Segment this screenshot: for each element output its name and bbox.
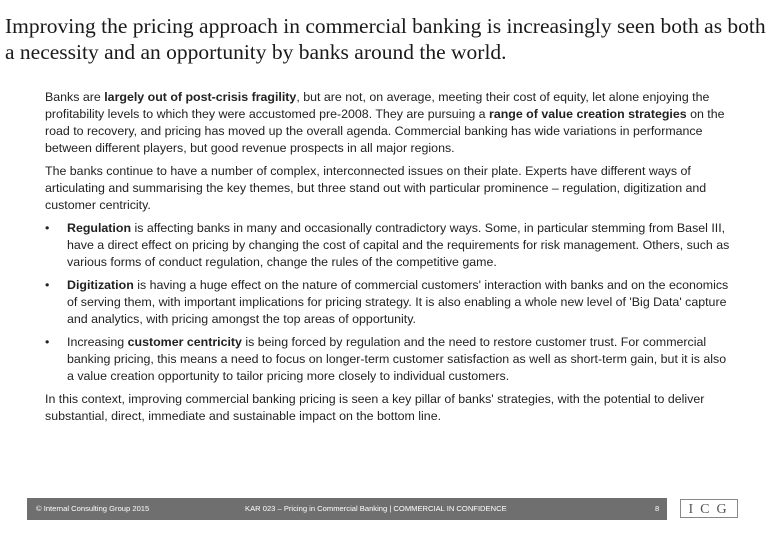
closing-paragraph (45, 391, 735, 425)
bullet-marker: • (45, 278, 50, 292)
body-text: is being forced by regulation and the need to restore customer trust. For commercial banking pricing, this means a need to focus on longer-term customer satisfaction as well as short-term gain, but it is also a value creation opportunity to tailor pricing more closely to individual customers. (67, 335, 727, 383)
body-text: In this context, improving commercial banking pricing is seen a key pillar of banks' strategies, with the potential to deliver substantial, direct, immediate and sustainable impact on the bottom line. (45, 392, 705, 423)
bullet-text (67, 335, 726, 383)
slide-footer (0, 498, 780, 522)
body-text: The banks continue to have a number of complex, interconnected issues on their plate. Experts have different ways of articulating and summarising the key themes, but three stand out with particular prominence – regulation, digitization and customer centricity. (45, 164, 707, 212)
body-text: is affecting banks in many and occasionally contradictory ways. Some, in particular stemming from Basel III, have a direct effect on pricing by changing the cost of capital and the requirements for risk management. Others, such as various forms of conduct regulation, change the rules of the competitive game. (67, 221, 730, 269)
emphasis-text: largely out of post-crisis fragility (104, 90, 297, 104)
slide-body (45, 89, 735, 431)
body-text: on the road to recovery, and pricing has moved up the overall agenda. Commercial banking has wide variations in performance between different players, but good revenue prospects in all major regions. (45, 107, 725, 155)
bullet-text (67, 278, 728, 326)
intro-paragraph (45, 89, 735, 157)
icg-logo: ICG (680, 499, 738, 518)
body-text: Increasing (67, 335, 128, 349)
emphasis-text: Regulation (67, 221, 132, 235)
theme-bullet-list (45, 220, 735, 385)
bullet-marker: • (45, 335, 50, 349)
bullet-regulation (45, 220, 735, 271)
emphasis-text: customer centricity (127, 335, 242, 349)
emphasis-text: Digitization (67, 278, 134, 292)
issues-paragraph (45, 163, 735, 214)
body-text: Banks are (45, 90, 105, 104)
body-text: , but are not, on average, meeting their cost of equity, let alone enjoying the profitability levels to which they were accustomed pre-2008. They are pursuing a (45, 90, 710, 121)
emphasis-text: range of value creation strategies (489, 107, 687, 121)
page-number: 8 (655, 504, 660, 513)
footer-copyright: © Internal Consulting Group 2015 (36, 504, 150, 513)
bullet-customer-centricity (45, 334, 735, 385)
bullet-text (67, 221, 729, 269)
footer-document-ref: KAR 023 – Pricing in Commercial Banking | COMMERCIAL IN CONFIDENCE (245, 504, 507, 513)
bullet-digitization (45, 277, 735, 328)
slide-title: Improving the pricing approach in commercial banking is increasingly seen both as both a necessity and an opportunity by banks around the world. (5, 14, 766, 64)
body-text: is having a huge effect on the nature of commercial customers' interaction with banks and on the economics of serving them, with important implications for pricing strategy. It is also enabling a whole new level of 'Big Data' capture and analytics, with pricing amongst the top areas of opportunity. (67, 278, 729, 326)
bullet-marker: • (45, 221, 50, 235)
